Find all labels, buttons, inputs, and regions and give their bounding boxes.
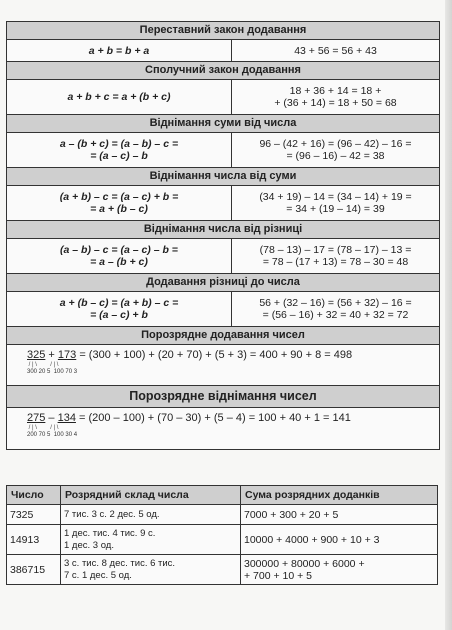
bitwise-sub-title: Порозрядне віднімання чисел: [7, 386, 439, 408]
formula-line: (a + b) – c = (a – c) + b =: [59, 191, 179, 203]
cell-composition: [61, 525, 241, 555]
bitwise-add-title: Порозрядне додавання чисел: [7, 327, 439, 345]
rule-formula: [7, 40, 232, 61]
rule-example: [232, 292, 439, 326]
example-line: 18 + 36 + 14 = 18 +: [289, 85, 382, 97]
decomposition-ticks: / | \ / | \: [27, 362, 59, 368]
rule-title: Віднімання суми від числа: [7, 115, 439, 133]
formula-line: a + b = b + a: [88, 44, 150, 57]
sum-line: 7000 + 300 + 20 + 5: [244, 508, 339, 521]
example-line: 56 + (32 – 16) = (56 + 32) – 16 =: [259, 297, 412, 309]
rule-row: [7, 133, 439, 168]
rule-title: Переставний закон додавання: [7, 22, 439, 40]
cell-sum: [241, 525, 438, 555]
composition-line: 1 дес. 3 од.: [64, 539, 114, 551]
example-line: (34 + 19) – 14 = (34 – 14) + 19 =: [259, 191, 412, 203]
column-header-number: Число: [7, 486, 61, 505]
rule-title: Додавання різниці до числа: [7, 274, 439, 292]
rule-title: Сполучний закон додавання: [7, 62, 439, 80]
operator: +: [45, 349, 58, 361]
rule-example: [232, 186, 439, 220]
formula-line: = (a – c) + b: [90, 309, 148, 321]
place-value-table: [6, 485, 438, 585]
formula-line: = a + (b – c): [90, 203, 148, 215]
table-header-row: [7, 486, 438, 505]
rule-row: [7, 186, 439, 221]
column-header-composition: Розрядний склад числа: [61, 486, 241, 505]
operand-b: 173: [57, 349, 77, 361]
rule-example: [232, 80, 439, 114]
rule-formula: [7, 292, 232, 326]
cell-number: 386715: [7, 555, 61, 585]
rule-formula: [7, 80, 232, 114]
example-line: + (36 + 14) = 18 + 50 = 68: [274, 97, 397, 109]
expansion: = (300 + 100) + (20 + 70) + (5 + 3) = 400 + 90 + 8 = 498: [76, 349, 353, 361]
table-row: [7, 555, 438, 585]
formula-line: = (a – c) – b: [90, 150, 148, 162]
example-line: = (96 – 16) – 42 = 38: [286, 150, 385, 162]
sum-line: 300000 + 80000 + 6000 +: [244, 557, 365, 570]
formula-line: a + b + c = a + (b + c): [67, 91, 171, 103]
rule-example: [232, 133, 439, 167]
sum-line: + 700 + 10 + 5: [244, 569, 313, 582]
example-line: 96 – (42 + 16) = (96 – 42) – 16 =: [259, 138, 412, 150]
parts-b: 100 30 4: [53, 432, 78, 438]
composition-line: 7 тис. 3 с. 2 дес. 5 од.: [64, 508, 160, 520]
composition-line: 7 с. 1 дес. 5 од.: [64, 569, 132, 581]
parts-a: 200 70 5: [27, 432, 51, 438]
table-row: [7, 505, 438, 525]
formula-line: a + (b – c) = (a + b) – c =: [59, 297, 179, 309]
rule-row: [7, 292, 439, 327]
sum-line: 10000 + 4000 + 900 + 10 + 3: [244, 533, 380, 546]
formula-line: a – (b + c) = (a – b) – c =: [59, 138, 179, 150]
rule-row: [7, 80, 439, 115]
rule-formula: [7, 186, 232, 220]
cell-sum: [241, 555, 438, 585]
cell-sum: [241, 505, 438, 525]
bitwise-add-example: [7, 345, 439, 386]
formula-line: = a – (b + c): [90, 256, 148, 268]
cell-number: 7325: [7, 505, 61, 525]
rule-formula: [7, 239, 232, 273]
rule-title: Віднімання числа від різниці: [7, 221, 439, 239]
decomposition-ticks: / | \ / | \: [27, 425, 59, 431]
table-row: [7, 525, 438, 555]
rule-example: [232, 40, 439, 61]
rule-row: [7, 40, 439, 62]
expansion: = (200 – 100) + (70 – 30) + (5 – 4) = 100 + 40 + 1 = 141: [75, 412, 351, 424]
operand-a: 275: [27, 412, 46, 424]
column-header-sum: Сума розрядних доданків: [241, 486, 438, 505]
parts-a: 300 20 5: [27, 369, 51, 375]
example-line: = 34 + (19 – 14) = 39: [286, 203, 385, 215]
example-line: (78 – 13) – 17 = (78 – 17) – 13 =: [259, 244, 412, 256]
cell-number: 14913: [7, 525, 61, 555]
operator: –: [45, 412, 58, 424]
operand-b: 134: [57, 412, 76, 424]
rule-formula: [7, 133, 232, 167]
composition-line: 3 с. тис. 8 дес. тис. 6 тис.: [64, 557, 176, 569]
composition-line: 1 дес. тис. 4 тис. 9 с.: [64, 527, 156, 539]
cell-composition: [61, 505, 241, 525]
arithmetic-rules-table: [6, 21, 440, 450]
example-line: 43 + 56 = 56 + 43: [294, 44, 377, 57]
rule-example: [232, 239, 439, 273]
example-line: = (56 – 16) + 32 = 40 + 32 = 72: [262, 309, 409, 321]
bitwise-sub-example: [7, 408, 439, 450]
parts-b: 100 70 3: [53, 369, 78, 375]
cell-composition: [61, 555, 241, 585]
decomposition-labels: [27, 369, 439, 376]
rule-title: Віднімання числа від суми: [7, 168, 439, 186]
rule-row: [7, 239, 439, 274]
page-edge-shadow: [445, 0, 452, 630]
operand-a: 325: [27, 349, 46, 361]
example-line: = 78 – (17 + 13) = 78 – 30 = 48: [262, 256, 409, 268]
formula-line: (a – b) – c = (a – c) – b =: [60, 244, 178, 256]
decomposition-labels: [27, 432, 439, 439]
